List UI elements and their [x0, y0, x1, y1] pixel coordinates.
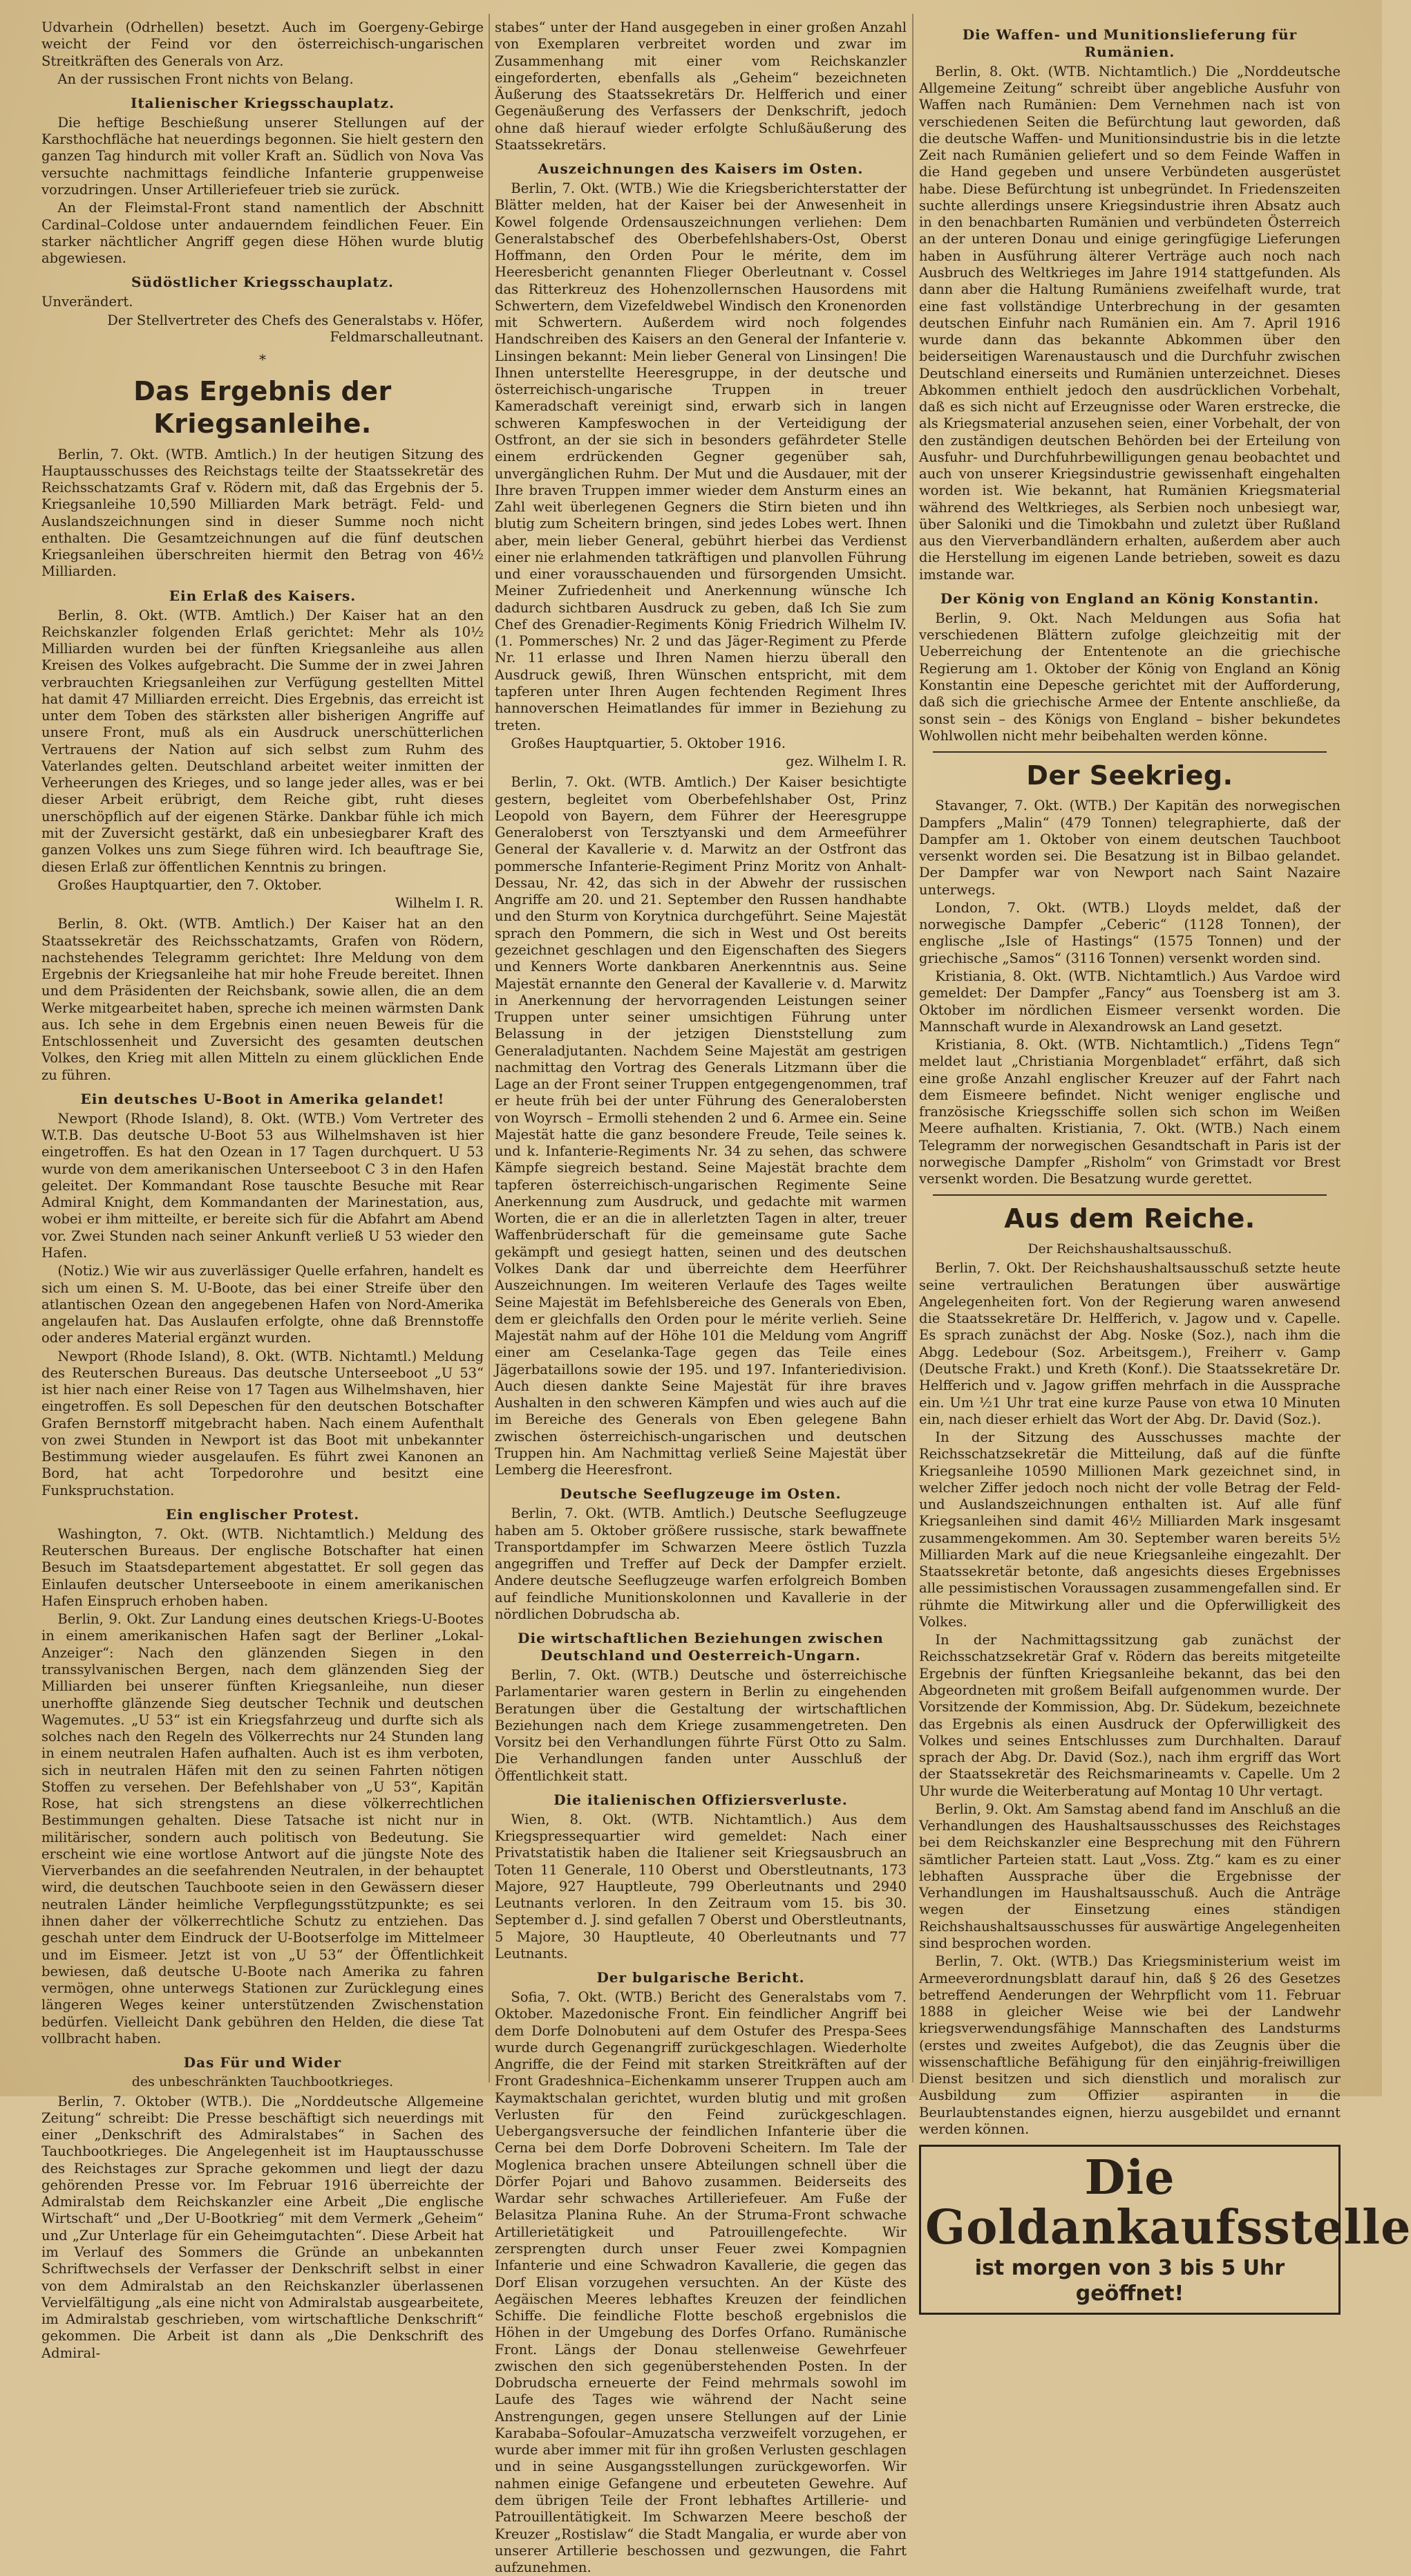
- paragraph: Berlin, 8. Okt. (WTB. Amtlich.) Der Kaiser hat an den Staatssekretär des Reichsschatzamts, Grafen von Rödern, nachstehendes Telegramm gerichtet: Ihre Meldung von dem Ergebnis der Kriegsanleihe hat mir hohe Freude bereitet. Ihnen und dem Präsidenten der Reichsbank, sowie allen, die an dem Werke mitgearbeitet haben, spreche ich meinen wärmsten Dank aus. Ich sehe in dem Ergebnis einen neuen Beweis für die Entschlossenheit und Zuversicht des gesamten deutschen Volkes, den Krieg mit allen Mitteln zu einem glücklichen Ende zu führen.: [41, 916, 484, 1083]
- paragraph: Berlin, 9. Okt. Am Samstag abend fand im Anschluß an die Verhandlungen des Haushaltsausschusses des Reichstages bei dem Reichskanzler eine Besprechung mit den Führern sämtlicher Parteien statt. Laut „Voss. Ztg.“ kam es zu einer lebhaften Aussprache über die Ergebnisse der Verhandlungen im Haushaltsausschuß. Auch die Anträge wegen der Einsetzung eines ständigen Reichshaushaltsausschusses für auswärtige Angelegenheiten sind besprochen worden.: [919, 1801, 1341, 1951]
- section-heading: Südöstlicher Kriegsschauplatz.: [131, 274, 394, 291]
- paragraph: Berlin, 8. Okt. (WTB. Amtlich.) Der Kaiser hat an den Reichskanzler folgenden Erlaß gerichtet: Mehr als 10½ Milliarden wurden bei der fünften Kriegsanleihe aus allen Kreisen des Volkes aufgebracht. Die Summe der in zwei Jahren verbrauchten Kriegsanleihen zur Verfügung gestellten Mittel hat damit 47 Milliarden erreicht. Dies Ergebnis, das erreicht ist unter dem Toben des stärksten aller bisherigen Angriffe auf unsere Front, muß als ein Ausdruck unerschütterlichen Vertrauens der Nation auf sich selbst zum Ruhm des Vaterlandes gelten. Deutschland arbeitet weiter inmitten der Verheerungen des Krieges, und so lange jeder alles, was er bei dieser Arbeit erübrigt, dem Reiche gibt, ruht dieses unerschöpflich auf der eigenen Stärke. Dankbar fühle ich mich mit der Zuversicht gestärkt, daß ein unbesiegbarer Kraft des ganzen Volkes uns zum Siege führen wird. Ich beauftrage Sie, diesen Erlaß zur öffentlichen Kenntnis zu bringen.: [41, 607, 484, 875]
- paragraph: Die heftige Beschießung unserer Stellungen auf der Karsthochfläche hat neuerdings begonnen. Sie hielt gestern den ganzen Tag hindurch mit voller Kraft an. Südlich von Nova Vas versuchte nachmittags feindliche Infanterie gruppenweise vorzudringen. Unser Artilleriefeuer trieb sie zurück.: [41, 114, 484, 198]
- paragraph: Newport (Rhode Island), 8. Okt. (WTB.) Vom Vertreter des W.T.B. Das deutsche U-Boot 53 aus Wilhelmshaven ist hier eingetroffen. Es hat den Ozean in 17 Tagen durchquert. U 53 wurde von dem amerikanischen Unterseeboot C 3 in den Hafen geleitet. Der Kommandant Rose tauschte Besuche mit Rear Admiral Knight, dem Kommandanten der Marinestation, aus, wobei er ihm mitteilte, er bereite sich für die Abfahrt am Abend vor. Zwei Stunden nach seiner Ankunft verließ U 53 wieder den Hafen.: [41, 1110, 484, 1261]
- paragraph: stabes“ unter der Hand ausgegeben in einer großen Anzahl von Exemplaren verbreitet worden und zwar im Zusammenhang mit einer vom Reichskanzler eingeforderten, ebenfalls als „Geheim“ bezeichneten Äußerung des Staatssekretärs Dr. Helfferich und einer Gegenäußerung des Verfassers der Denkschrift, jedoch ohne daß hierauf wieder erfolgte Schlußäußerung des Staatssekretärs.: [495, 19, 907, 153]
- paragraph: Berlin, 7. Okt. (WTB. Amtlich.) Deutsche Seeflugzeuge haben am 5. Oktober größere russische, stark bewaffnete Transportdampfer im Schwarzen Meere östlich Tuzzla angegriffen und Treffer auf Deck der Dampfer erzielt. Andere deutsche Seeflugzeuge warfen erfolgreich Bomben auf feindliche Munitionskolonnen und Kavallerie in der nördlichen Dobrudscha ab.: [495, 1505, 907, 1622]
- paragraph: Großes Hauptquartier, 5. Oktober 1916.: [511, 735, 786, 751]
- paragraph: Berlin, 7. Oktober (WTB.). Die „Norddeutsche Allgemeine Zeitung“ schreibt: Die Presse beschäftigt sich neuerdings mit einer „Denkschrift des Admiralstabes“ in Sachen des Tauchbootkrieges. Die Angelegenheit ist im Hauptausschusse des Reichstages zur Sprache gekommen und liegt der dazu gehörenden Presse vor. Im Februar 1916 überreichte der Admiralstab dem Reichskanzler eine Arbeit „Die englische Wirtschaft“ und „Der U-Bootkrieg“ mit dem Vermerk „Geheim“ und „Zur Unterlage für ein Geheimgutachten“. Diese Arbeit hat im Verlauf des Sommers die Gründe an unbekannten Schriftwechsels der Verfasser der Denkschrift selbst in einer von dem Admiralstab an den Reichskanzler überlassenen Vervielfältigung „als eine nicht von Admiralstab ausgearbeitete, im Admiralstab geschrieben, vom wirtschaftliche Denkschrift“ gekommen. Die Arbeit ist dann als „Die Denkschrift des Admiral-: [41, 2093, 484, 2361]
- paragraph: Kristiania, 8. Okt. (WTB. Nichtamtlich.) „Tidens Tegn“ meldet laut „Christiania Morgenbladet“ erfährt, daß sich eine große Anzahl englischer Kreuzer auf der Fahrt nach dem Eismeere befindet. Nicht weniger englische und französische Kriegsschiffe sollen sich schon im Weißen Meere aufhalten. Kristiania, 7. Okt. (WTB.) Nach einem Telegramm der norwegischen Gesandtschaft in Paris ist der norwegische Dampfer „Risholm“ von Grimstadt vor Brest versenkt worden. Die Besatzung wurde gerettet.: [919, 1037, 1341, 1187]
- paragraph: Sofia, 7. Okt. (WTB.) Bericht des Generalstabs vom 7. Oktober. Mazedonische Front. Ein feindlicher Angriff bei dem Dorfe Dolnobuteni auf dem Ostufer des Prespa-Sees wurde durch Gegenangriff zurückgeschlagen. Wiederholte Angriffe, die der Feind mit starken Streitkräften auf der Front Gradeshnica–Eichenkamm unserer Truppen auch am Kaymaktschalan gerichtet, wurden blutig und mit großen Verlusten für den Feind zurückgeschlagen. Uebergangsversuche der feindlichen Infanterie über die Cerna bei dem Dorfe Dobroveni Scheitern. Im Tale der Moglenica brachen unsere Abteilungen schnell über die Dörfer Pojari und Bahovo zusammen. Beiderseits des Wardar sehr schwaches Artilleriefeuer. Am Fuße der Belasitza Planina Ruhe. An der Struma-Front schwache Artillerietätigkeit und Patrouillengefechte. Wir zersprengten durch unser Feuer zwei Kompagnien Infanterie und eine Schwadron Kavallerie, die gegen das Dorf Elisan vorzugehen versuchten. An der Küste des Aegäischen Meeres lebhaftes Kreuzen der feindlichen Schiffe. Die feindliche Flotte beschoß ergebnislos die Höhen in der Umgebung des Dorfes Orfano. Rumänische Front. Längs der Donau stellenweise Gewehrfeuer zwischen den sich gegenüberstehenden Posten. In der Dobrudscha erneuerte der Feind mehrmals sowohl im Laufe des Tages wie während der Nacht seine Anstrengungen, gegen unsere Stellungen auf der Linie Karababa–Sofoular–Amuzatscha verzweifelt vorzugehen, er wurde aber immer mit für ihn großen Verlusten geschlagen und in seine Ausgangsstellungen zurückgeworfen. Wir nahmen einige Gefangene und erbeuteten Gewehre. Auf dem übrigen Teile der Front lebhaftes Artillerie- und Patrouillentätigkeit. Im Schwarzen Meere beschoß der Kreuzer „Rostislaw“ die Stadt Mangalia, er wurde aber von unserer Artillerie beschossen und gezwungen, die Fahrt aufzunehmen.: [495, 1989, 907, 2576]
- section-heading: Ein deutsches U-Boot in Amerika gelandet!: [80, 1090, 445, 1107]
- paragraph: An der Fleimstal-Front stand namentlich der Abschnitt Cardinal–Coldose unter andauerndem feindlichen Feuer. Ein starker nächtlicher Angriff gegen diese Höhen wurde blutig abgewiesen.: [41, 200, 484, 267]
- section-heading: Die wirtschaftlichen Beziehungen zwischen Deutschland und Oesterreich-Ungarn.: [518, 1630, 884, 1664]
- signature: Wilhelm I. R.: [395, 895, 484, 912]
- paragraph: Großes Hauptquartier, den 7. Oktober.: [57, 876, 322, 893]
- article-title: Aus dem Reiche.: [1004, 1203, 1256, 1234]
- ad-subtitle: ist morgen von 3 bis 5 Uhr geöffnet!: [974, 2255, 1285, 2306]
- paragraph: Berlin, 9. Okt. Nach Meldungen aus Sofia hat verschiedenen Blättern zufolge gleichzeitig mit der Ueberreichung der Ententenote an die griechische Regierung am 1. Oktober der König von England an König Konstantin eine Depesche gerichtet mit der Aufforderung, daß sich die griechische Armee der Entente anschließe, da sonst sein – des Königs von England – bisher bekundetes Wohlwollen nicht mehr beibehalten werden könne.: [919, 610, 1341, 744]
- section-subheading: Der Reichshaushaltsausschuß.: [1028, 1241, 1232, 1257]
- paragraph: Berlin, 9. Okt. Zur Landung eines deutschen Kriegs-U-Bootes in einem amerikanischen Hafen sagt der Berliner „Lokal-Anzeiger“: Nach den glänzenden Siegen in den transsylvanischen Bergen, nach dem glänzenden Sieg der Milliarden bei unserer fünften Kriegsanleihe, nun dieser unerhoffte glänzende Sieg deutscher Technik und deutschen Wagemutes. „U 53“ ist ein Kriegsfahrzeug und durfte sich als solches nach den Regeln des Völkerrechts nur 24 Stunden lang in einem neutralen Hafen aufhalten. Auch ist es ihm verboten, sich in neutralen Häfen mit den zu seinen Fahrten nötigen Stoffen zu versehen. Der Befehlshaber von „U 53“, Kapitän Rose, hat sich strengstens an diese völkerrechtlichen Bestimmungen gehalten. Diese Tatsache ist nicht nur in militärischer, sondern auch politisch von Bedeutung. Sie erscheint wie eine wortlose Antwort auf die jüngste Note des Vierverbandes an die seefahrenden Neutralen, in der behauptet wird, die deutschen Tauchboote seien in den Gewässern dieser neutralen Länder heimliche Verpflegungsstützpunkte; es sei ihnen daher der völkerrechtliche Schutz zu entziehen. Das geschah unter dem Eindruck der U-Bootserfolge im Mittelmeer und im Eismeer. Jetzt ist von „U 53“ der Öffentlichkeit bewiesen, daß deutsche U-Boote nach Amerika zu fahren vermögen, ohne unterwegs Stationen zur Zurücklegung eines längeren Weges keiner unterstützenden Zwischenstation bedürfen. Vielleicht Dank gebühren den Helden, die diese Tat vollbracht haben.: [41, 1611, 484, 2047]
- section-heading: Auszeichnungen des Kaisers im Osten.: [538, 160, 864, 178]
- section-heading: Der bulgarische Bericht.: [596, 1969, 805, 1986]
- paragraph: In der Sitzung des Ausschusses machte der Reichsschatzsekretär die Mitteilung, daß auf die fünfte Kriegsanleihe 10590 Millionen Mark gezeichnet sind, in welcher Ziffer jedoch noch nicht der volle Betrag der Feld- und Auslandszeichnungen enthalten ist. Auf alle fünf Kriegsanleihen sind damit 46½ Milliarden Mark insgesamt zusammengekommen. Am 30. September waren bereits 5½ Milliarden Mark auf die neue Kriegsanleihe eingezahlt. Der Staatssekretär betonte, daß angesichts dieses Ergebnisses alle pessimistischen Voraussagen zusammengefallen sind. Er rühmte die Mitwirkung aller und die Opferwilligkeit des Volkes.: [919, 1429, 1341, 1630]
- column-rule: [489, 14, 490, 2083]
- section-heading: Ein Erlaß des Kaisers.: [169, 587, 357, 604]
- section-heading: Der König von England an König Konstantin.: [940, 590, 1320, 608]
- paragraph: Udvarhein (Odrhellen) besetzt. Auch im Goergeny-Gebirge weicht der Feind vor den österreichisch-ungarischen Streitkräften des Generals von Arz.: [41, 19, 484, 69]
- section-heading: Das Für und Wider: [183, 2054, 342, 2071]
- separator-star: *: [259, 351, 266, 368]
- divider: [933, 751, 1327, 753]
- paragraph: Stavanger, 7. Okt. (WTB.) Der Kapitän des norwegischen Dampfers „Malin“ (479 Tonnen) telegraphierte, daß der Dampfer am 1. Oktober von einem deutschen Tauchboot versenkt worden sei. Die Besatzung ist in Bilbao gelandet. Der Dampfer war von Newport nach Saint Nazaire unterwegs.: [919, 798, 1341, 898]
- paragraph: Berlin, 7. Okt. (WTB. Amtlich.) Der Kaiser besichtigte gestern, begleitet vom Oberbefehlshaber Ost, Prinz Leopold von Bayern, dem Führer der Heeresgruppe Generaloberst von Tersztyanski und dem Armeeführer General der Kavallerie v. d. Marwitz an der Ostfront das pommersche Infanterie-Regiment Prinz Moritz von Anhalt-Dessau, Nr. 42, das sich in der Abwehr der russischen Angriffe am 20. und 21. September den Russen handhabte und den Sturm von Korytnica durchgeführt. Seine Majestät sprach den Pommern, die sich in West und Ost bereits gezeichnet geschlagen und den Eigenschaften des Siegers und Kenners Worte dankbaren Anerkenntnis aus. Seine Majestät ernannte den General der Kavallerie v. d. Marwitz in Anerkennung der hervorragenden Leistungen seiner Truppen unter seiner umsichtigen Führung unter Belassung in der jetzigen Dienststellung zum Generaladjutanten. Nachdem Seine Majestät am gestrigen nachmittag den Vortrag des Generals Litzmann über die Lage an der Front seiner Truppen entgegengenommen, traf er heute früh bei der unter Führung des Generalobersten von Woyrsch – Ermolli stehenden 2 und 6. Armee ein. Seine Majestät hatte die ganz besondere Freude, Teile seines k. und k. Infanterie-Regiments Nr. 34 zu sehen, das schwere Kämpfe siegreich bestand. Seine Majestät brachte dem tapferen österreichisch-ungarischen Regimente Seine Anerkennung zum Ausdruck, und gedachte mit warmen Worten, die er an die in allerletzten Tagen in alter, treuer Waffenbrüderschaft für die gemeinsame gute Sache gekämpft und gesiegt hatten, seinen und des deutschen Volkes Dank dar und überreichte dem Heerführer Auszeichnungen. Im weiteren Verlaufe des Tages weilte Seine Majestät im Befehlsbereiche des Generals von Eben, dem er gleichfalls den Orden pour le mérite verlieh. Seine Majestät nahm auf der Höhe 101 die Meldung vom Angriff einer am Ceselanka-Tage gegen das Teile eines Jägerbataillons sowie der 195. und 197. Infanteriedivision. Auch diesen dankte Seine Majestät für ihre braves Aushalten in den schweren Kämpfen und wies auch auf die im Bereiche des Generals von Eben gelegene Bahn zwischen österreichisch-ungarischen und deutschen Truppen hin. Am Nachmittag verließ Seine Majestät über Lemberg die Heeresfront.: [495, 774, 907, 1478]
- paragraph: (Notiz.) Wie wir aus zuverlässiger Quelle erfahren, handelt es sich um einen S. M. U-Boote, das bei einer Streife über den atlantischen Ozean den angegebenen Hafen von Nord-Amerika angelaufen hat. Das Auslaufen erfolgte, ohne daß Brennstoffe oder anderes Material ergänzt wurden.: [41, 1263, 484, 1346]
- paragraph: Washington, 7. Okt. (WTB. Nichtamtlich.) Meldung des Reuterschen Bureaus. Der englische Botschafter hat einen Besuch im Staatsdepartement abgestattet. Er soll gegen das Einlaufen deutscher Unterseeboote in einem amerikanischen Hafen Einspruch erhoben haben.: [41, 1525, 484, 1609]
- signature: Der Stellvertreter des Chefs des Generalstabs v. Höfer, Feldmarschalleutnant.: [107, 312, 484, 345]
- paragraph: Berlin, 8. Okt. (WTB. Nichtamtlich.) Die „Norddeutsche Allgemeine Zeitung“ schreibt über angebliche Ausfuhr von Waffen nach Rumänien: Dem Vernehmen nach ist von verschiedenen Seiten die Befürchtung laut geworden, daß die deutsche Waffen- und Munitionsindustrie bis in die letzte Zeit nach Rumänien geliefert und so dem Feinde Waffen in die Hand gegeben und unsere Verbündeten ausgerüstet habe. Diese Befürchtung ist unbegründet. In Friedenszeiten suchte allerdings unsere Kriegsindustrie ihren Absatz auch in den benachbarten Rumänien und verbündeten Österreich an der unteren Donau und einige geringfügige Lieferungen haben in Ausführung älterer Verträge auch noch nach Ausbruch des Weltkrieges im Jahre 1914 stattgefunden. Als dann aber die Haltung Rumäniens zweifelhaft wurde, trat eine fast vollständige Unterbrechung in der gesamten deutschen Einfuhr nach Rumänien ein. Am 7. April 1916 wurde dann das bekannte Abkommen über den beiderseitigen Warenaustausch und die Durchfuhr zwischen Deutschland einerseits und Rumänien unterzeichnet. Dieses Abkommen enthielt jedoch den ausdrücklichen Vorbehalt, daß es sich nicht auf Erzeugnisse oder Waren erstrecke, die als Kriegsmaterial anzusehen seien, einer Vorbehalt, der von den zuständigen deutschen Behörden bei der Erteilung von Ausfuhr- und Durchfuhrbewilligungen genau beobachtet und auch von unserer Kriegsindustrie gewissenhaft eingehalten worden ist. Wie bekannt, hat Rumänien Kriegsmaterial während des Weltkrieges, als Serbien noch unbesiegt war, über Saloniki und die Timokbahn und zuletzt über Rußland aus den Vierverbandländern erhalten, außerdem aber auch die Herstellung im eigenen Lande betrieben, soweit es dazu imstande war.: [919, 63, 1341, 583]
- paragraph: Wien, 8. Okt. (WTB. Nichtamtlich.) Aus dem Kriegspressequartier wird gemeldet: Nach einer Privatstatistik haben die Italiener seit Kriegsausbruch an Toten 11 Generale, 110 Oberst und Oberstleutnants, 173 Majore, 927 Hauptleute, 799 Oberleutnants und 2940 Leutnants verloren. In den Zeitraum vom 15. bis 30. September d. J. sind gefallen 7 Oberst und Oberstleutnants, 5 Majore, 30 Hauptleute, 40 Oberleutnants und 77 Leutnants.: [495, 1811, 907, 1962]
- divider: [933, 1194, 1327, 1196]
- section-heading: Italienischer Kriegsschauplatz.: [131, 95, 395, 112]
- paragraph: Berlin, 7. Okt. (WTB. Amtlich.) In der heutigen Sitzung des Hauptausschusses des Reichstags teilte der Staatssekretär des Reichsschatzamts Graf v. Rödern mit, daß das Ergebnis der 5. Kriegsanleihe 10,590 Milliarden Mark beträgt. Feld- und Auslandszeichnungen sind in dieser Summe noch nicht enthalten. Die Gesamtzeichnungen auf die fünf deutschen Kriegsanleihen überschreiten hiermit den Betrag von 46½ Milliarden.: [41, 446, 484, 580]
- paragraph: In der Nachmittagssitzung gab zunächst der Reichsschatzsekretär Graf v. Rödern das bereits mitgeteilte Ergebnis der fünften Kriegsanleihe bekannt, das bei den Abgeordneten mit großem Beifall aufgenommen wurde. Der Vorsitzende der Kommission, Abg. Dr. Südekum, bezeichnete das Ergebnis als einen Ausdruck der Opferwilligkeit des Volkes und seines Entschlusses zum Durchhalten. Darauf sprach der Abg. Dr. David (Soz.), nach ihm ergriff das Wort der Staatssekretär des Reichsmarineamts v. Capelle. Um 2 Uhr wurde die Weiterberatung auf Montag 10 Uhr vertagt.: [919, 1632, 1341, 1799]
- article-title: Das Ergebnis der Kriegsanleihe.: [133, 375, 392, 440]
- paragraph: London, 7. Okt. (WTB.) Lloyds meldet, daß der norwegische Dampfer „Ceberic“ (1128 Tonnen), der englische „Isle of Hastings“ (1575 Tonnen) und der griechische „Samos“ (3116 Tonnen) versenkt worden sind.: [919, 899, 1341, 966]
- column-rule: [912, 14, 913, 2083]
- paragraph: Berlin, 7. Okt. (WTB.) Das Kriegsministerium weist im Armeeverordnungsblatt darauf hin, daß § 26 des Gesetzes betreffend Aenderungen der Wehrpflicht vom 11. Februar 1888 in gleicher Weise wie bei der Landwehr kriegsverwendungsfähige Mannschaften des Landsturms (erstes und zweites Aufgebot), die das Zeugnis über die wissenschaftliche Befähigung für den einjährig-freiwilligen Dienst besitzen und sich dienstlich und moralisch zur Ausbildung zum Offizier aspiranten in die Beurlaubtenstandes eignen, hierzu ausgebildet und ernannt werden können.: [919, 1953, 1341, 2137]
- ad-title: Die Goldankaufsstelle: [925, 2150, 1411, 2255]
- column-1: [41, 19, 484, 2361]
- paragraph: Kristiania, 8. Okt. (WTB. Nichtamtlich.) Aus Vardoe wird gemeldet: Der Dampfer „Fancy“ aus Toensberg ist am 3. Oktober im nördlichen Eismeer versenkt worden. Die Mannschaft wurde in Alexandrowsk an Land gesetzt.: [919, 968, 1341, 1035]
- paragraph: An der russischen Front nichts von Belang.: [57, 70, 354, 87]
- paragraph: Newport (Rhode Island), 8. Okt. (WTB. Nichtamtl.) Meldung des Reuterschen Bureaus. Das deutsche Unterseeboot „U 53“ ist hier nach einer Reise von 17 Tagen aus Wilhelmshaven, hier eingetroffen. Es soll Depeschen für den deutschen Botschafter Grafen Bernstorff mitgebracht haben. Nach einem Aufenthalt von zwei Stunden in Newport ist das Boot mit unbekannter Bestimmung wieder ausgelaufen. Es führt zwei Kanonen an Bord, hat acht Torpedorohre und besitzt eine Funkspruchstation.: [41, 1348, 484, 1498]
- paragraph: Berlin, 7. Okt. (WTB.) Deutsche und österreichische Parlamentarier waren gestern in Berlin zu eingehenden Beratungen über die Gestaltung der wirtschaftlichen Beziehungen nach dem Kriege zusammengetreten. Den Vorsitz bei den Verhandlungen führte Fürst Otto zu Salm. Die Verhandlungen fanden unter Ausschluß der Öffentlichkeit statt.: [495, 1667, 907, 1784]
- paragraph: Berlin, 7. Okt. Der Reichshaushaltsausschuß setzte heute seine vertraulichen Beratungen über auswärtige Angelegenheiten fort. Von der Regierung waren anwesend die Staatssekretäre Dr. Helfferich, v. Jagow und v. Capelle. Es sprach zunächst der Abg. Noske (Soz.), nach ihm die Abgg. Ledebour (Soz. Arbeitsgem.), Freiherr v. Gamp (Deutsche Frakt.) und Kreth (Konf.). Die Staatssekretäre Dr. Helfferich und v. Jagow griffen mehrfach in die Aussprache ein. Um ½1 Uhr trat eine kurze Pause von etwa 10 Minuten ein, nach dieser erhielt das Wort der Abg. Dr. David (Soz.).: [919, 1260, 1341, 1427]
- paragraph: Unverändert.: [41, 294, 133, 310]
- advertisement-box: [919, 2145, 1411, 2314]
- column-3: [919, 19, 1411, 2306]
- section-heading: Deutsche Seeflugzeuge im Osten.: [560, 1485, 842, 1503]
- signature: gez. Wilhelm I. R.: [786, 753, 907, 770]
- article-title: Der Seekrieg.: [1026, 760, 1233, 791]
- column-2: [495, 19, 907, 2576]
- section-heading: Die Waffen- und Munitionslieferung für Rumänien.: [962, 26, 1298, 60]
- paragraph: Berlin, 7. Okt. (WTB.) Wie die Kriegsberichterstatter der Blätter melden, hat der Kaiser bei der Anwesenheit in Kowel folgende Ordensauszeichnungen verliehen: Dem Generalstabschef des Oberbefehlshabers-Ost, Oberst Hoffmann, den Orden Pour le mérite, dem im Heeresbericht genannten Flieger Oberleutnant v. Cossel das Ritterkreuz des Hohenzollernschen Hausordens mit Schwertern, dem Vizefeldwebel Windisch den Kronenorden mit Schwertern. Außerdem wird noch folgendes Handschreiben des Kaisers an den General der Infanterie v. Linsingen bekannt: Mein lieber General von Linsingen! Die Ihnen unterstellte Heeresgruppe, in der deutsche und österreichisch-ungarische Truppen in treuer Kameradschaft vereinigt sind, erwarb sich in langen schweren Kampfeswochen in der Verteidigung der Ostfront, an der sie sich in besonders gefährdeter Stelle einem erdrückenden Gegner gegenüber sah, unvergänglichen Ruhm. Der Mut und die Ausdauer, mit der Ihre braven Truppen immer wieder dem Ansturm eines an Zahl weit überlegenen Gegners die Stirn bieten und ihn blutig zum Scheitern bringen, sind jedes Lobes wert. Ihnen aber, mein lieber General, gebührt hierbei das Verdienst einer nie erlahmenden tatkräftigen und planvollen Führung und einer vorausschauenden und fürsorgenden Umsicht. Meiner Zufriedenheit und Anerkennung wünsche Ich dadurch sichtbaren Ausdruck zu geben, daß Ich Sie zum Chef des Grenadier-Regiments König Friedrich Wilhelm IV. (1. Pommersches) Nr. 2 und das Jäger-Regiment zu Pferde Nr. 11 erlasse und Ihren Namen hierzu überall den Ausdruck gewiß, Ihren Wünschen entspricht, mit dem tapferen unter Ihren Augen fechtenden Regiment Ihres hannoverschen Heimatlandes für immer in Beziehung zu treten.: [495, 180, 907, 733]
- section-subheading: des unbeschränkten Tauchbootkrieges.: [131, 2074, 394, 2089]
- section-heading: Die italienischen Offiziersverluste.: [553, 1791, 848, 1808]
- section-heading: Ein englischer Protest.: [165, 1505, 360, 1523]
